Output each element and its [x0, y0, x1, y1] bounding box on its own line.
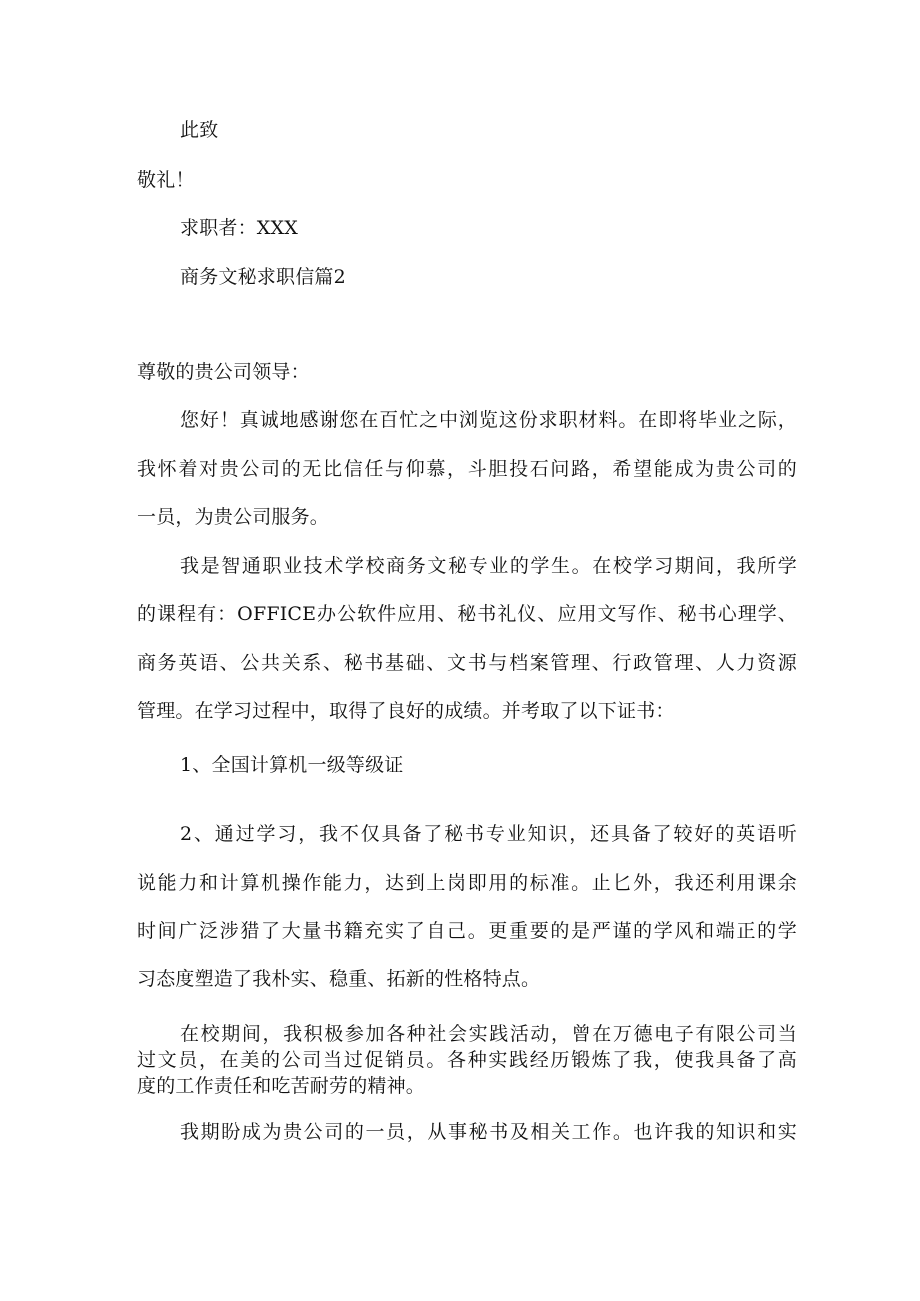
paragraph-line: 管理。在学习过程中，取得了良好的成绩。并考取了以下证书：	[137, 700, 675, 722]
certificate-item: 1、全国计算机一级等级证	[180, 754, 404, 776]
paragraph-line: 在校期间，我积极参加各种社会实践活动，曾在万德电子有限公司当	[180, 1023, 797, 1045]
paragraph-line: 说能力和计算机操作能力，达到上岗即用的标准。止匕外，我还利用课余	[137, 872, 797, 894]
salutation: 尊敬的贵公司领导：	[137, 361, 310, 383]
signature-line: 求职者：XXX	[180, 217, 298, 239]
paragraph-line: 习态度塑造了我朴实、稳重、拓新的性格特点。	[137, 968, 541, 990]
paragraph-line: 度的工作责任和吃苦耐劳的精神。	[137, 1075, 426, 1097]
paragraph-line: 我是智通职业技术学校商务文秘专业的学生。在校学习期间，我所学	[180, 555, 797, 577]
paragraph-line: 过文员，在美的公司当过促销员。各种实践经历锻炼了我，使我具备了高	[137, 1049, 797, 1071]
paragraph-line: 商务英语、公共关系、秘书基础、文书与档案管理、行政管理、人力资源	[137, 652, 797, 674]
paragraph-line: 的课程有：OFFICE办公软件应用、秘书礼仪、应用文写作、秘书心理学、	[137, 603, 797, 625]
paragraph-line: 2、通过学习，我不仅具备了秘书专业知识，还具备了较好的英语听	[180, 823, 797, 845]
paragraph-line: 我期盼成为贵公司的一员，从事秘书及相关工作。也许我的知识和实	[180, 1121, 797, 1143]
closing-line-1: 此致	[180, 119, 219, 141]
paragraph-line: 我怀着对贵公司的无比信任与仰慕，斗胆投石问路，希望能成为贵公司的	[137, 458, 797, 480]
paragraph-line: 时间广泛涉猎了大量书籍充实了自己。更重要的是严谨的学风和端正的学	[137, 920, 797, 942]
section-title: 商务文秘求职信篇2	[180, 266, 346, 288]
closing-line-2: 敬礼！	[137, 169, 195, 191]
paragraph-line: 您好！真诚地感谢您在百忙之中浏览这份求职材料。在即将毕业之际，	[180, 409, 797, 431]
paragraph-line: 一员，为贵公司服务。	[137, 506, 330, 528]
